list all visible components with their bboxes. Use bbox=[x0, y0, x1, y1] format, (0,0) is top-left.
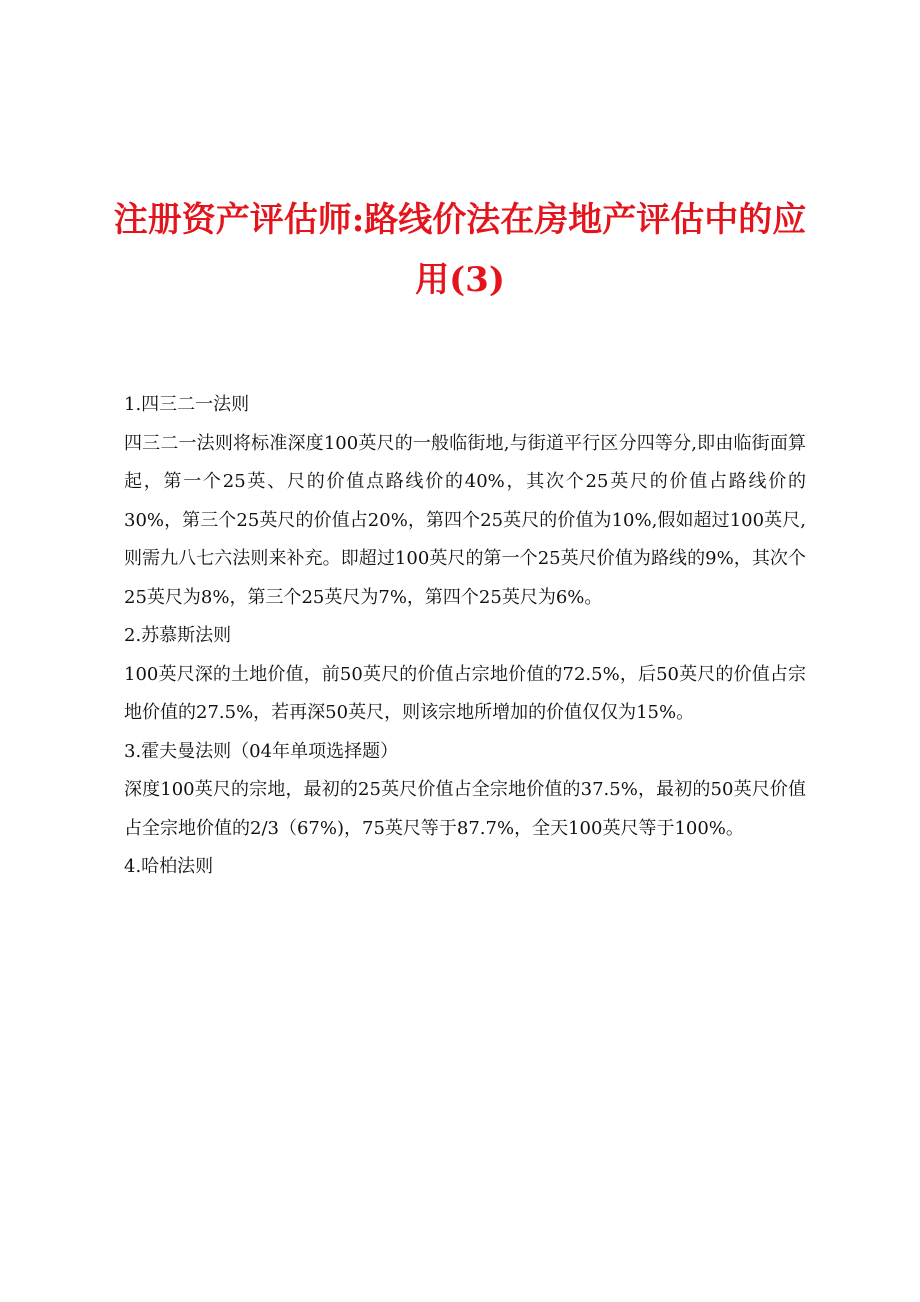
section-body-2: 100英尺深的土地价值，前50英尺的价值占宗地价值的72.5%，后50英尺的价值占宗地价值的27.5%，若再深50英尺，则该宗地所增加的价值仅仅为15%。 bbox=[124, 663, 806, 723]
section-heading-2: 2.苏慕斯法则 bbox=[124, 625, 232, 646]
document-title: 注册资产评估师:路线价法在房地产评估中的应用(3) bbox=[113, 200, 807, 300]
section-heading-1: 1.四三二一法则 bbox=[124, 394, 250, 415]
section-heading-4: 4.哈柏法则 bbox=[124, 856, 214, 877]
section-heading-3: 3.霍夫曼法则（04年单项选择题） bbox=[124, 740, 399, 762]
section-body-1: 四三二一法则将标准深度100英尺的一般临街地,与街道平行区分四等分,即由临街面算起，第一个25英、尺的价值点路线价的40%，其次个25英尺的价值占路线价的30%，第三个25英尺的价值占20%，第四个25英尺的价值为10%,假如超过100英尺,则需九八七六法则来补充。即超过100英尺的第一个25英尺价值为路线的9%，其次个25英尺为8%，第三个25英尺为7%，第四个25英尺为6%。 bbox=[124, 432, 806, 608]
section-body-3: 深度100英尺的宗地，最初的25英尺价值占全宗地价值的37.5%，最初的50英尺价值占全宗地价值的2/3（67%)，75英尺等于87.7%，全天100英尺等于100%。 bbox=[124, 779, 806, 839]
document-body bbox=[124, 386, 806, 887]
